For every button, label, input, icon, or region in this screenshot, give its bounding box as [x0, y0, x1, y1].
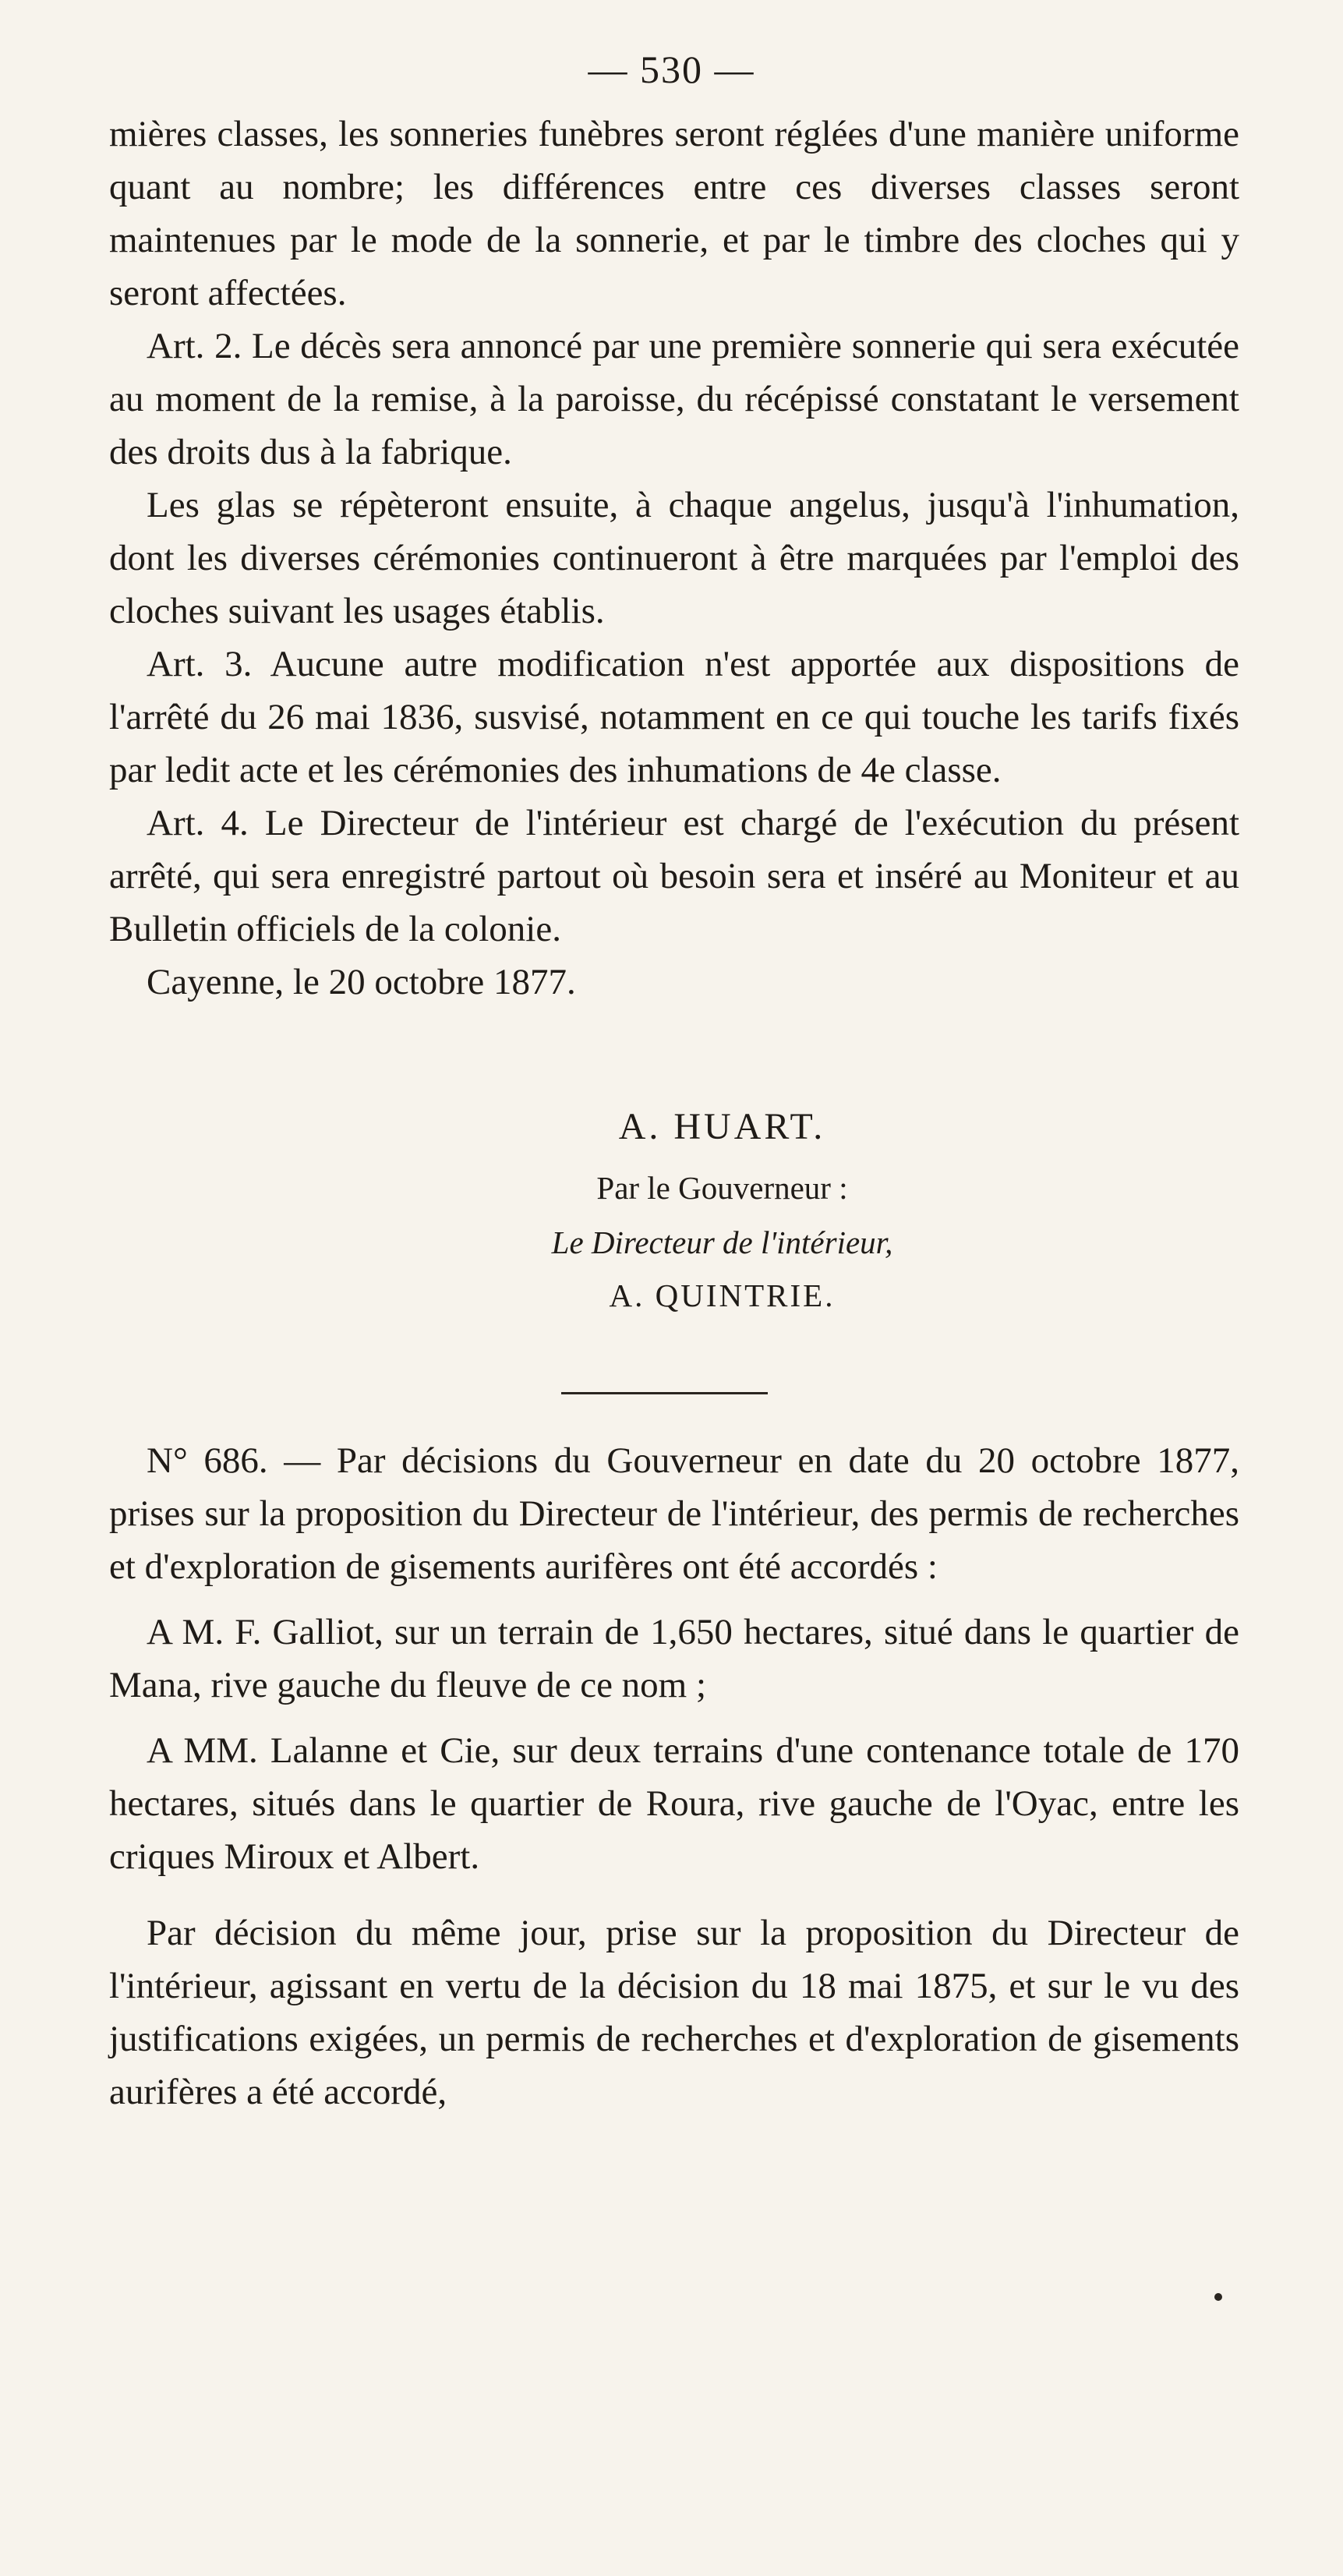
signature-by: Par le Gouverneur :	[596, 1170, 848, 1206]
signature-name-2: A. QUINTRIE.	[609, 1277, 836, 1313]
ink-speck	[1214, 2293, 1222, 2301]
decree-text-top	[109, 108, 1239, 1009]
paragraph: A MM. Lalanne et Cie, sur deux terrains d'une contenance totale de 170 hectares, situés dans le quartier de Roura, rive gauche de l'Oyac, entre les criques Miroux et Albert.	[109, 1730, 1239, 1877]
paragraph-no-686: N° 686. — Par décisions du Gouverneur en date du 20 octobre 1877, prises sur la proposition du Directeur de l'intérieur, des permis de recherches et d'exploration de gisements aurifères ont été accordés :	[109, 1440, 1239, 1587]
section-divider	[561, 1392, 768, 1394]
paragraph: Les glas se répèteront ensuite, à chaque angelus, jusqu'à l'inhumation, dont les diverses cérémonies continueront à être marquées par l'emploi des cloches suivant les usages établis.	[109, 485, 1239, 631]
signature-name: A. HUART.	[618, 1106, 826, 1147]
paragraph-art-3: Art. 3. Aucune autre modification n'est apportée aux dispositions de l'arrêté du 26 mai 1836, susvisé, notamment en ce qui touche les tarifs fixés par ledit acte et les cérémonies des inhumations de 4e classe.	[109, 644, 1239, 790]
paragraph-art-4: Art. 4. Le Directeur de l'intérieur est chargé de l'exécution du présent arrêté, qui sera enregistré partout où besoin sera et inséré au Moniteur et au Bulletin officiels de la colonie.	[109, 803, 1239, 949]
paragraph: mières classes, les sonneries funèbres seront réglées d'une manière uniforme quant au nombre; les différences entre ces diverses classes seront maintenues par le mode de la sonnerie, et par le timbre des cloches qui y seront affectées.	[109, 114, 1239, 313]
paragraph: Par décision du même jour, prise sur la proposition du Directeur de l'intérieur, agissant en vertu de la décision du 18 mai 1875, et sur le vu des justifications exigées, un permis de recherches et d'exploration de gisements aurifères a été accordé,	[109, 1913, 1239, 2112]
page-number: — 530 —	[588, 48, 755, 91]
paragraph-art-2: Art. 2. Le décès sera annoncé par une première sonnerie qui sera exécutée au moment de la remise, à la paroisse, du récépissé constatant le versement des droits dus à la fabrique.	[109, 326, 1239, 472]
place-date: Cayenne, le 20 octobre 1877.	[147, 962, 576, 1002]
decision-text	[109, 1434, 1239, 2118]
signature-role: Le Directeur de l'intérieur,	[551, 1224, 893, 1260]
paragraph: A M. F. Galliot, sur un terrain de 1,650 hectares, situé dans le quartier de Mana, rive gauche du fleuve de ce nom ;	[109, 1612, 1239, 1705]
